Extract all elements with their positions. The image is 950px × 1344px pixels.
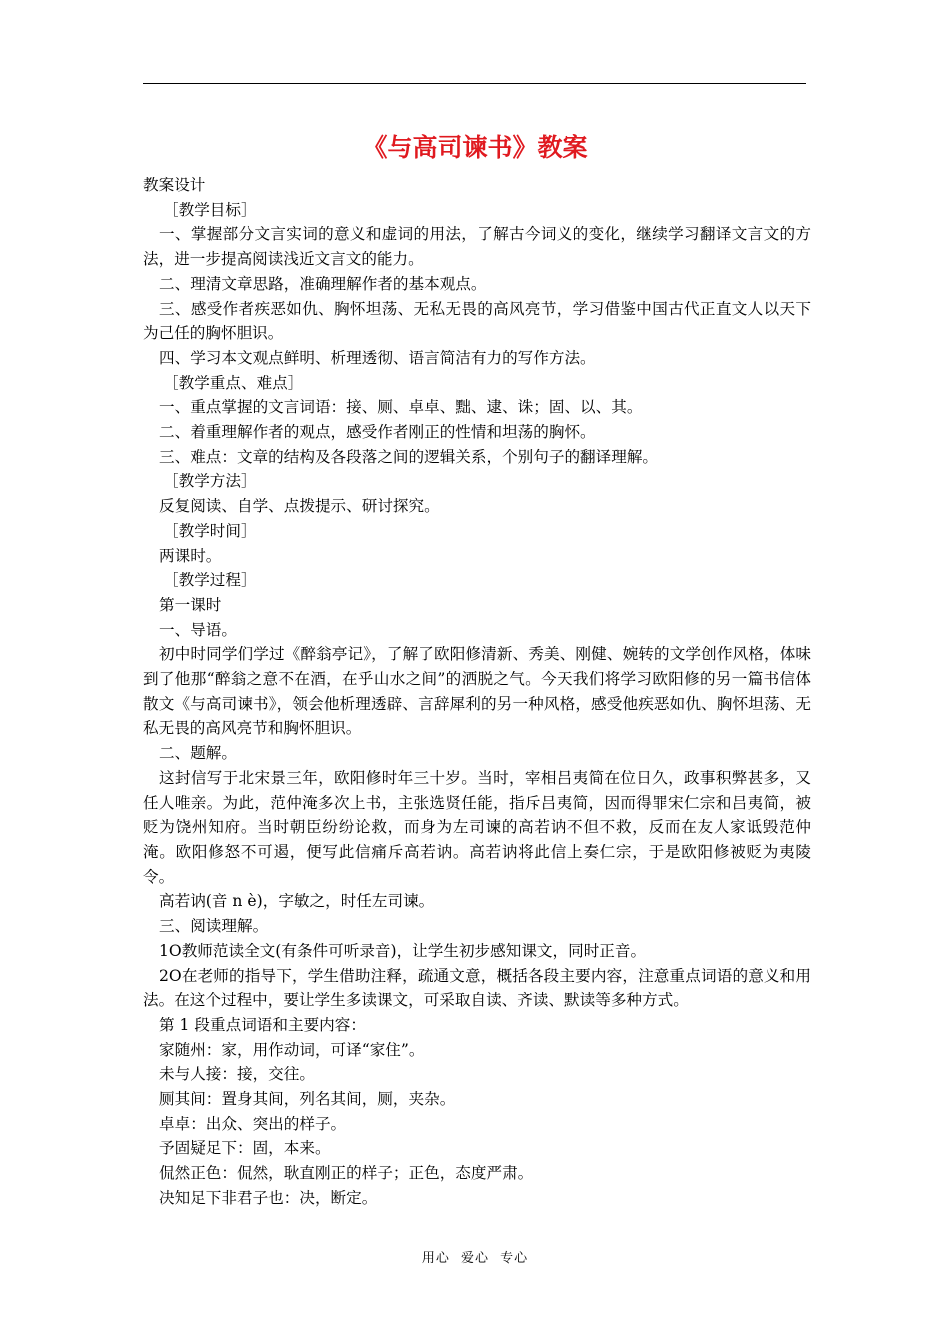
paragraph: 二、理清文章思路，准确理解作者的基本观点。 (159, 274, 487, 293)
paragraph: 反复阅读、自学、点拨提示、研讨探究。 (159, 497, 440, 516)
page-footer: 用心 爱心 专心 (421, 1251, 529, 1266)
header-rule (143, 83, 806, 84)
paragraph: 二、着重理解作者的观点，感受作者刚正的性情和坦荡的胸怀。 (159, 423, 596, 442)
paragraph: 三、感受作者疾恶如仇、胸怀坦荡、无私无畏的高风亮节，学习借鉴中国古代正直文人以天下为己任的胸怀胆识。 (143, 299, 811, 343)
paragraph: 一、导语。 (159, 620, 237, 639)
paragraph: 三、难点：文章的结构及各段落之间的逻辑关系，个别句子的翻译理解。 (159, 447, 659, 466)
paragraph: 决知足下非君子也：决，断定。 (159, 1188, 378, 1207)
paragraph: 高若讷(音 n è)，字敏之，时任左司谏。 (159, 892, 435, 911)
paragraph: 这封信写于北宋景三年，欧阳修时年三十岁。当时，宰相吕夷简在位日久，政事积弊甚多，又任人唯亲。为此，范仲淹多次上书，主张选贤任能，指斥吕夷简，因而得罪宋仁宗和吕夷简，被贬为饶州知府。当时朝臣纷纷论救，而身为左司谏的高若讷不但不救，反而在友人家诋毁范仲淹。欧阳修怒不可遏，便写此信痛斥高若讷。高若讷将此信上奏仁宗，于是欧阳修被贬为夷陵令。 (143, 768, 811, 886)
paragraph: ［教学时间］ (163, 521, 257, 540)
paragraph: 予固疑足下：固，本来。 (159, 1139, 331, 1158)
paragraph: 一、重点掌握的文言词语：接、厕、卓卓、黜、逮、诛；固、以、其。 (159, 398, 643, 417)
paragraph: ［教学重点、难点］ (163, 373, 304, 392)
paragraph: 未与人接：接，交往。 (159, 1065, 315, 1084)
paragraph: 家随州：家，用作动词，可译“家住”。 (159, 1040, 425, 1059)
paragraph: 第一课时 (159, 595, 222, 614)
paragraph: 二、题解。 (159, 744, 237, 763)
paragraph: 卓卓：出众、突出的样子。 (159, 1114, 347, 1133)
paragraph: ［教学目标］ (163, 200, 257, 219)
paragraph: 一、掌握部分文言实词的意义和虚词的用法，了解古今词义的变化，继续学习翻译文言文的方法，进一步提高阅读浅近文言文的能力。 (143, 225, 811, 269)
paragraph: 厕其间：置身其间，列名其间，厕，夹杂。 (159, 1090, 456, 1109)
paragraph: 两课时。 (159, 546, 222, 565)
paragraph: ［教学过程］ (163, 571, 257, 590)
paragraph: 侃然正色：侃然，耿直刚正的样子；正色，态度严肃。 (159, 1164, 534, 1183)
paragraph: 初中时同学们学过《醉翁亭记》，了解了欧阳修清新、秀美、刚健、婉转的文学创作风格，体味到了他那“醉翁之意不在酒，在乎山水之间”的洒脱之气。今天我们将学习欧阳修的另一篇书信体散文《与高司谏书》，领会他析理透辟、言辞犀利的另一种风格，感受他疾恶如仇、胸怀坦荡、无私无畏的高风亮节和胸怀胆识。 (143, 645, 811, 738)
paragraph: 第 1 段重点词语和主要内容： (159, 1015, 366, 1034)
paragraph: 四、学习本文观点鲜明、析理透彻、语言简洁有力的写作方法。 (159, 348, 596, 367)
paragraph: ［教学方法］ (163, 472, 257, 491)
paragraph: 三、阅读理解。 (159, 917, 269, 936)
paragraph: 教案设计 (143, 176, 206, 194)
document-body (143, 173, 811, 1211)
paragraph: 2O在老师的指导下，学生借助注释，疏通文意，概括各段主要内容，注意重点词语的意义和用法。在这个过程中，要让学生多读课文，可采取自读、齐读、默读等多种方式。 (143, 966, 811, 1010)
paragraph: 1O教师范读全文(有条件可听录音)，让学生初步感知课文，同时正音。 (159, 941, 647, 960)
document-title: 《与高司谏书》教案 (362, 133, 588, 162)
